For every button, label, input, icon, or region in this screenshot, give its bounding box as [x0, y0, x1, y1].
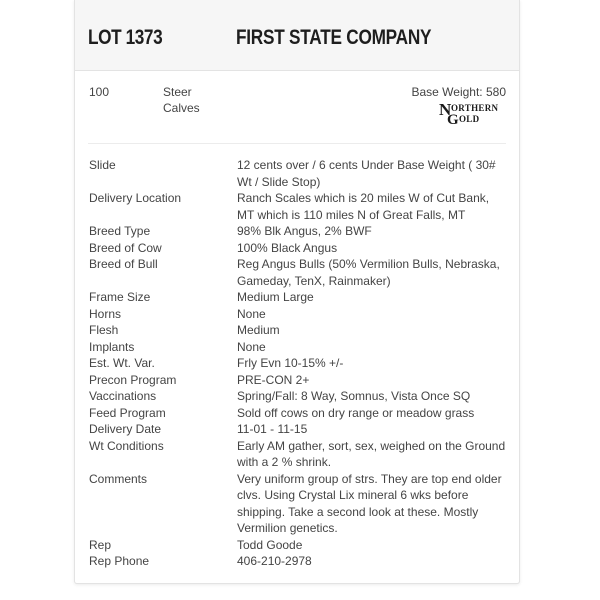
detail-row [89, 157, 509, 190]
detail-value: Reg Angus Bulls (50% Vermilion Bulls, Nebraska, Gameday, TenX, Rainmaker) [237, 257, 500, 288]
detail-row [89, 537, 509, 554]
lot-summary [88, 71, 506, 144]
detail-value: None [237, 339, 266, 354]
head-count: 100 [89, 85, 110, 99]
detail-value: Frly Evn 10-15% +/- [237, 356, 344, 370]
detail-label: Slide [89, 158, 116, 172]
detail-label: Frame Size [89, 290, 151, 304]
detail-label: Vaccinations [89, 389, 157, 403]
detail-label: Precon Program [89, 372, 177, 387]
detail-value: Todd Goode [237, 537, 303, 552]
detail-label: Breed of Cow [89, 240, 162, 255]
detail-label: Breed Type [89, 224, 151, 238]
logo-letter-g: G [447, 112, 459, 125]
northern-gold-logo [438, 100, 506, 125]
detail-row [89, 256, 509, 289]
detail-row [89, 240, 509, 257]
detail-row [89, 306, 509, 323]
detail-value: 11-01 - 11-15 [237, 422, 308, 436]
detail-row [89, 322, 509, 339]
detail-label: Delivery Date [89, 422, 162, 436]
detail-value: Sold off cows on dry range or meadow grass [237, 405, 475, 420]
detail-row [89, 289, 509, 306]
detail-label: Horns [89, 306, 122, 321]
logo-text-top: ORTHERN [451, 103, 499, 113]
detail-label: Rep Phone [89, 554, 150, 568]
detail-value: Very uniform group of strs. They are top end older clvs. Using Crystal Lix mineral 6 wks before shipping. Take a second look at these. Mostly Vermilion genetics. [237, 471, 502, 535]
detail-value: Early AM gather, sort, sex, weighed on the Ground with a 2 % shrink. [237, 438, 506, 469]
detail-row [89, 372, 509, 389]
detail-row [89, 355, 509, 372]
card-header [75, 0, 519, 71]
detail-row [89, 405, 509, 422]
lot-details [89, 157, 509, 570]
detail-value: Medium [237, 323, 280, 337]
detail-value: PRE-CON 2+ [237, 372, 310, 387]
detail-label: Implants [89, 339, 135, 354]
detail-label: Feed Program [89, 405, 166, 420]
logo-letter-n: N [439, 100, 452, 119]
detail-row [89, 438, 509, 471]
cattle-kind: Steer Calves [163, 85, 200, 115]
detail-label: Rep [89, 537, 112, 552]
detail-value: 98% Blk Angus, 2% BWF [237, 224, 372, 238]
detail-value: Medium Large [237, 290, 314, 304]
detail-value: 100% Black Angus [237, 240, 338, 255]
detail-label: Comments [89, 471, 148, 486]
detail-value: Ranch Scales which is 20 miles W of Cut Bank, MT which is 110 miles N of Great Falls, MT [237, 191, 490, 222]
detail-row [89, 421, 509, 438]
logo-text-bottom: OLD [459, 114, 480, 124]
detail-label: Breed of Bull [89, 257, 158, 271]
detail-row [89, 223, 509, 240]
detail-label: Wt Conditions [89, 438, 164, 453]
detail-row [89, 471, 509, 537]
company-name: FIRST STATE COMPANY [236, 26, 432, 49]
detail-row [89, 339, 509, 356]
detail-value: Spring/Fall: 8 Way, Somnus, Vista Once SQ [237, 389, 471, 403]
detail-row [89, 388, 509, 405]
lot-number: LOT 1373 [88, 26, 163, 49]
detail-value: None [237, 306, 266, 321]
base-weight: Base Weight: 580 [411, 85, 506, 99]
detail-label: Est. Wt. Var. [89, 356, 155, 370]
detail-label: Delivery Location [89, 191, 182, 205]
detail-row [89, 553, 509, 570]
detail-value: 12 cents over / 6 cents Under Base Weight ( 30# Wt / Slide Stop) [237, 158, 496, 189]
lot-card [74, 0, 520, 584]
detail-row [89, 190, 509, 223]
detail-value: 406-210-2978 [237, 554, 312, 568]
detail-label: Flesh [89, 323, 119, 337]
